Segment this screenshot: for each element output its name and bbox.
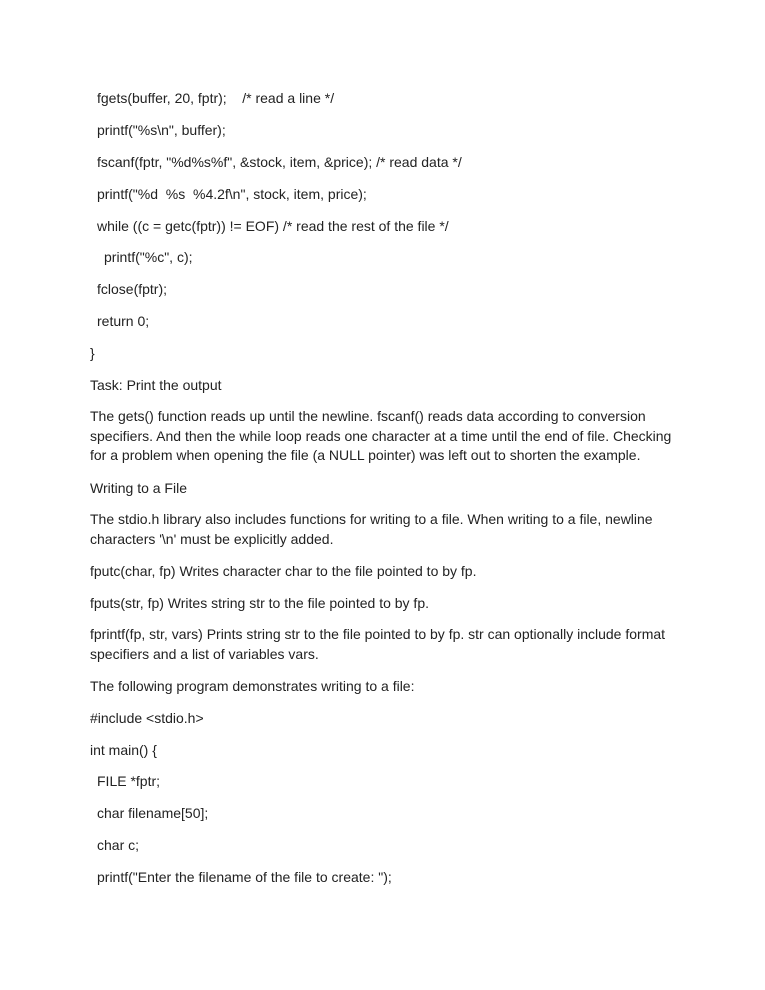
fputc-description: fputc(char, fp) Writes character char to the file pointed to by fp. (90, 563, 477, 579)
code-line: printf("Enter the filename of the file to create: "); (97, 869, 392, 885)
code-line: fscanf(fptr, "%d%s%f", &stock, item, &price); /* read data */ (97, 154, 462, 170)
code-line: char c; (97, 837, 140, 853)
code-line: FILE *fptr; (97, 773, 161, 789)
code-line: #include <stdio.h> (90, 710, 204, 726)
fprintf-description: fprintf(fp, str, vars) Prints string str to the file pointed to by fp. str can optionally include format specifiers and a list of variables vars. (90, 626, 666, 662)
code-line: fclose(fptr); (97, 281, 168, 297)
task-line: Task: Print the output (90, 377, 222, 393)
code-line: while ((c = getc(fptr)) != EOF) /* read the rest of the file */ (97, 218, 449, 234)
code-line: printf("%d %s %4.2f\n", stock, item, price); (97, 186, 367, 202)
intro-paragraph: The stdio.h library also includes functions for writing to a file. When writing to a file, newline characters '\n' must be explicitly added. (90, 511, 653, 547)
fputs-description: fputs(str, fp) Writes string str to the file pointed to by fp. (90, 595, 429, 611)
code-line: return 0; (97, 313, 150, 329)
code-line: printf("%s\n", buffer); (97, 122, 226, 138)
code-line: int main() { (90, 742, 157, 758)
code-closing-brace: } (90, 345, 95, 361)
code-line: printf("%c", c); (104, 249, 193, 265)
code-line: char filename[50]; (97, 805, 209, 821)
explanation-paragraph: The gets() function reads up until the newline. fscanf() reads data according to conversion specifiers. And then the while loop reads one character at a time until the end of file. Checking for a problem when opening the file (a NULL pointer) was left out to shorten the example. (90, 408, 672, 463)
demo-intro: The following program demonstrates writing to a file: (90, 678, 415, 694)
section-heading: Writing to a File (90, 480, 187, 496)
code-line: fgets(buffer, 20, fptr); /* read a line */ (97, 90, 335, 106)
